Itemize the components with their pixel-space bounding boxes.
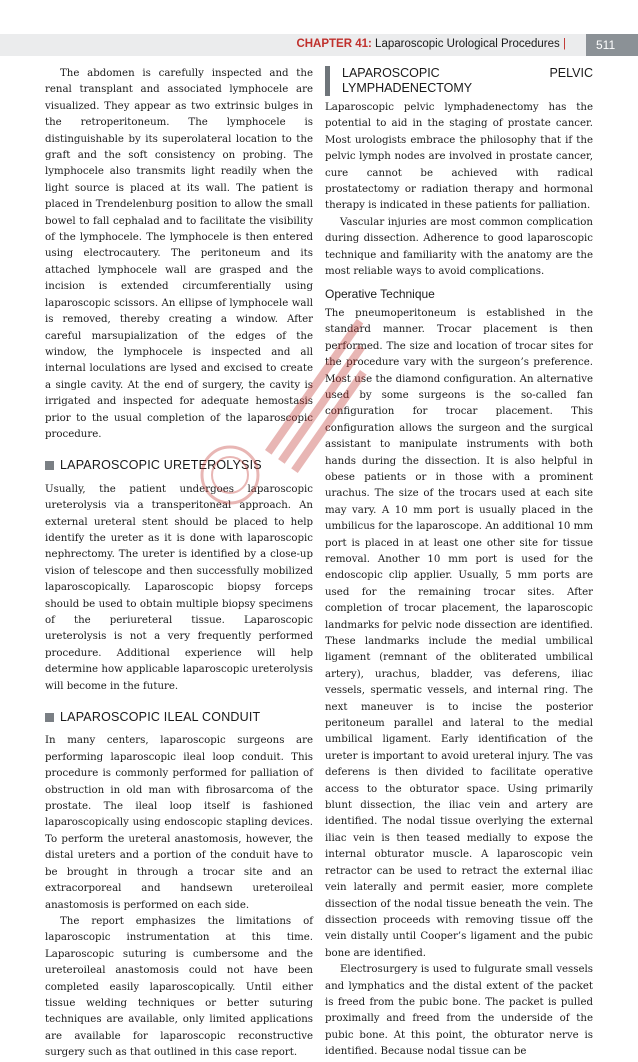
section-heading-ileal-conduit	[45, 709, 313, 725]
ileal-paragraph-1: In many centers, laparoscopic surgeons are performing laparoscopic ileal loop conduit. This procedure is commonly performed for palliation of obstruction in old man with fibrosarcoma of the prostate. The ileal loop itself is fashioned laparoscopically using endoscopic stapling devices. To perform the ureteral anastomosis, however, the distal ureters and a portion of the conduit have to be brought in through a trocar site and an extracorporeal and handsewn ureteroileal anastomosis is performed on each side.	[45, 735, 313, 911]
section-marker-icon	[45, 713, 54, 722]
running-header	[296, 38, 566, 50]
pelvic-paragraph-1: Laparoscopic pelvic lymphadenectomy has the potential to aid in the staging of prostate cancer. Most urologists embrace the philosophy that if the pelvic lymph nodes are involved in prostate cancer, cure cannot be achieved with radical prostatectomy or radiation therapy and hormonal therapy is indicated in these patients for palliation.	[325, 102, 593, 212]
section-heading-ureterolysis	[45, 457, 313, 473]
ileal-paragraph-2: The report emphasizes the limitations of laparoscopic instrumentation at this time. Laparoscopic suturing is cumbersome and the ureteroileal anastomosis could not have been completed easily laparoscopically. Until either tissue welding techniques or better suturing techniques are available, only limited applications are available for laparoscopic reconstructive surgery such as that outlined in this case report.	[45, 915, 313, 1059]
chapter-title: Laparoscopic Urological Procedures	[375, 38, 560, 50]
pelvic-paragraph-2: Vascular injuries are most common complication during dissection. Adherence to good laparoscopic technique and familiarity with the anatomy are the most reliable ways to avoid complications.	[325, 216, 593, 278]
chapter-label: CHAPTER 41:	[296, 38, 372, 50]
left-column	[45, 66, 313, 1062]
header-separator: |	[563, 38, 566, 50]
operative-paragraph-1: The pneumoperitoneum is established in the standard manner. Trocar placement is then performed. The size and location of trocar sites for the procedure vary with the surgeon’s preference. Most use the diamond configuration. An alternative used by some surgeons is the so-called fan configuration for trocar placement. This configuration allows the surgeon and the surgical assistant to manipulate instruments with both hands during the dissection. It is also helpful in obese patients or in those with a prominent urachus. The size of the trocars used at each site may vary. A 10 mm port is usually placed in the umbilicus for the laparoscope. An additional 10 mm port is placed in at least one other site for tissue removal. Another 10 mm port is used for the endoscopic clip applier. Usually, 5 mm ports are used for the remaining trocar sites. After completion of trocar placement, the laparoscopic landmarks for pelvic node dissection are identified. These landmarks include the medial umbilical ligament (remnant of the obliterated umbilical artery), urachus, bladder, vas deferens, iliac vessels, spermatic vessels, and internal ring. The next maneuver is to incise the posterior peritoneum parallel and lateral to the medial umbilical ligament. Early identification of the ureter is important to avoid ureteral injury. The vas deferens is then divided to facilitate operative access to the obturator space. Using primarily blunt dissection, the iliac vein and artery are identified. The nodal tissue overlying the external iliac vein is then teased medially to expose the internal obturator muscle. A laparoscopic vein retractor can be used to retract the external iliac vein laterally and permit easier, more complete dissection of the nodal tissue beneath the vein. The dissection proceeds with removing tissue off the vein distally until Cooper’s ligament and the pubic bone are identified.	[325, 307, 593, 959]
right-column	[325, 66, 593, 1061]
pelvic-heading: LAPAROSCOPIC PELVIC LYMPHADENECTOMY	[325, 66, 593, 96]
page-number: 511	[586, 34, 638, 56]
operative-paragraph-2: Electrosurgery is used to fulgurate small vessels and lymphatics and the distal extent of the packet is freed from the pubic bone. The packet is pulled proximally and freed from the underside of the pubic bone. At this point, the obturator nerve is identified. Because nodal tissue can be	[325, 964, 593, 1058]
section-marker-icon	[45, 461, 54, 470]
intro-paragraph: The abdomen is carefully inspected and the renal transplant and associated lymphocele are visualized. They appear as two extrinsic bulges in the retroperitoneum. The lymphocele is distinguishable by its superolateral location to the graft and the soft consistency on probing. The lymphocele also transmits light readily when the light source is placed at its wall. The patient is placed in Trendelenburg position to allow the small bowel to fall cephalad and to facilitate the visibility of the lymphocele. The lymphocele is then entered using electrocautery. The peritoneum and its attached lymphocele wall are grasped and the incision is extended circumferentially using laparoscopic scissors. An ellipse of lymphocele wall is removed, thereby creating a window. After careful marsupialization of the edges of the window, the lymphocele is inspected and all internal loculations are lysed and excised to create a single cavity. At the end of surgery, the cavity is irrigated and inspected for adequate hemostasis prior to the usual completion of the laparoscopic procedure.	[45, 68, 313, 440]
ureterolysis-paragraph: Usually, the patient undergoes laparoscopic ureterolysis via a transperitoneal approach. An external ureteral stent should be placed to help identify the ureter as it is done with laparoscopic nephrectomy. The ureter is identified by a close-up vision of telescope and then successfully mobilized laparoscopically. Laparoscopic biopsy forceps should be used to obtain multiple biopsy specimens of the periureteral tissue. Laparoscopic ureterolysis is not a very frequently performed procedure. Additional experience will help determine how applicable laparoscopic ureterolysis will become in the future.	[45, 483, 313, 692]
operative-heading: Operative Technique	[325, 287, 435, 302]
ileal-heading: LAPAROSCOPIC ILEAL CONDUIT	[60, 710, 261, 725]
ureterolysis-heading: LAPAROSCOPIC URETEROLYSIS	[60, 458, 262, 473]
